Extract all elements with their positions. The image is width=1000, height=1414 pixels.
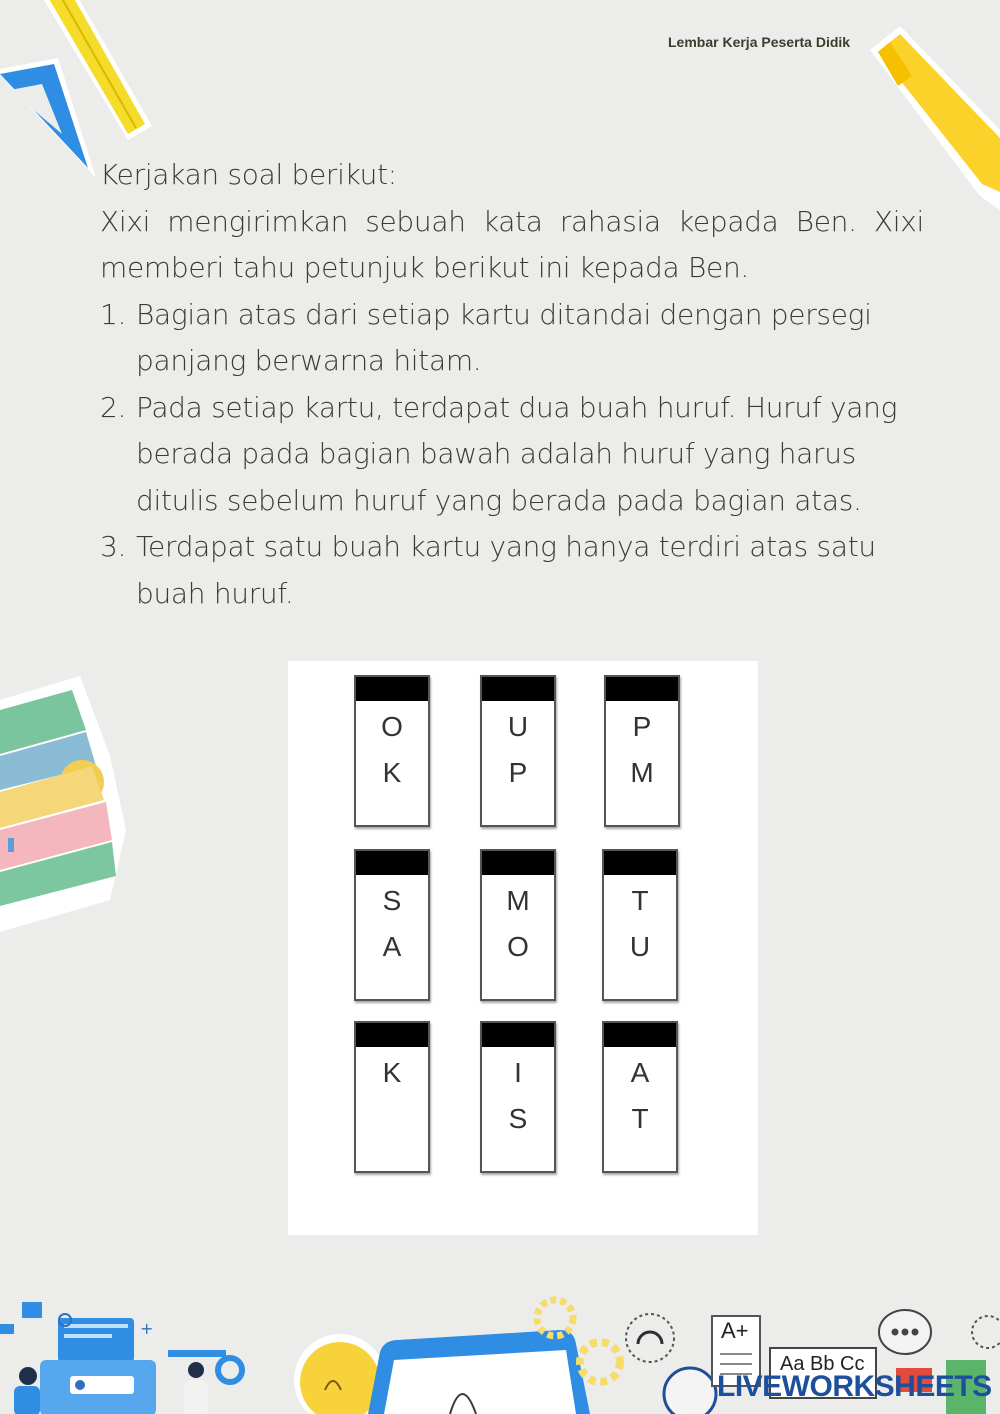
card-top-letter: K — [382, 1057, 402, 1088]
card-top-letter: A — [630, 1057, 650, 1088]
card-bottom-letter: O — [507, 931, 529, 962]
card-puzzle-panel — [288, 661, 758, 1235]
card-top-letter: P — [632, 711, 652, 742]
card-bottom-letter: K — [382, 757, 402, 788]
clue-number: 2. — [100, 390, 127, 424]
card-top-marker — [356, 677, 428, 701]
page-header-title: Lembar Kerja Peserta Didik — [668, 34, 851, 50]
clue-item-1 — [100, 292, 924, 385]
card-top-marker — [604, 1023, 676, 1047]
clue-number: 1. — [100, 297, 127, 331]
clue-text: Pada setiap kartu, terdapat dua buah huruf. Huruf yang berada pada bagian bawah adalah huruf yang harus ditulis sebelum huruf yang berada pada bagian atas. — [136, 390, 898, 517]
card-top-letter: I — [514, 1057, 522, 1088]
clue-text: Bagian atas dari setiap kartu ditandai dengan persegi panjang berwarna hitam. — [136, 297, 872, 377]
letter-card — [480, 849, 556, 1001]
clue-item-3 — [100, 524, 924, 617]
card-top-marker — [356, 1023, 428, 1047]
instruction-text — [100, 152, 924, 617]
letter-card — [354, 849, 430, 1001]
card-top-letter: O — [381, 711, 403, 742]
card-bottom-letter: T — [631, 1103, 649, 1134]
letter-card — [480, 1021, 556, 1173]
card-top-marker — [482, 677, 554, 701]
card-bottom-letter: U — [629, 931, 651, 962]
card-top-letter: T — [631, 885, 649, 916]
card-top-marker — [482, 851, 554, 875]
instruction-intro: Xixi mengirimkan sebuah kata rahasia kepada Ben. Xixi memberi tahu petunjuk berikut ini kepada Ben. — [100, 204, 924, 284]
card-top-letter: M — [506, 885, 530, 916]
liveworksheets-logo: LIVEWORKSHEETS — [717, 1370, 992, 1403]
card-top-letter: U — [507, 711, 529, 742]
triangle-ruler-icon — [0, 50, 110, 190]
letter-card — [480, 675, 556, 827]
letter-card — [602, 1021, 678, 1173]
abc-note-text: Aa Bb Cc — [780, 1353, 865, 1375]
card-top-marker — [356, 851, 428, 875]
letter-card — [354, 1021, 430, 1173]
clue-item-2 — [100, 385, 924, 525]
card-top-marker — [482, 1023, 554, 1047]
card-top-marker — [604, 851, 676, 875]
instruction-heading: Kerjakan soal berikut: — [100, 158, 397, 191]
letter-card — [602, 849, 678, 1001]
aplus-note-text: A+ — [721, 1318, 749, 1343]
card-bottom-letter: A — [382, 931, 402, 962]
letter-card — [354, 675, 430, 827]
laptop-screen-icon — [368, 1330, 590, 1414]
key-icon — [168, 1350, 242, 1382]
books-icon — [0, 670, 135, 940]
clue-number: 3. — [100, 530, 127, 563]
card-bottom-letter: P — [508, 757, 528, 788]
card-top-letter: S — [382, 885, 402, 916]
svg-text:+: + — [140, 1319, 154, 1338]
card-bottom-letter: S — [508, 1103, 528, 1134]
clue-text: Terdapat satu buah kartu yang hanya terdiri atas satu buah huruf. — [136, 530, 876, 610]
card-bottom-letter: M — [630, 757, 654, 788]
letter-card — [604, 675, 680, 827]
card-top-marker — [606, 677, 678, 701]
headset-icon — [626, 1314, 716, 1414]
